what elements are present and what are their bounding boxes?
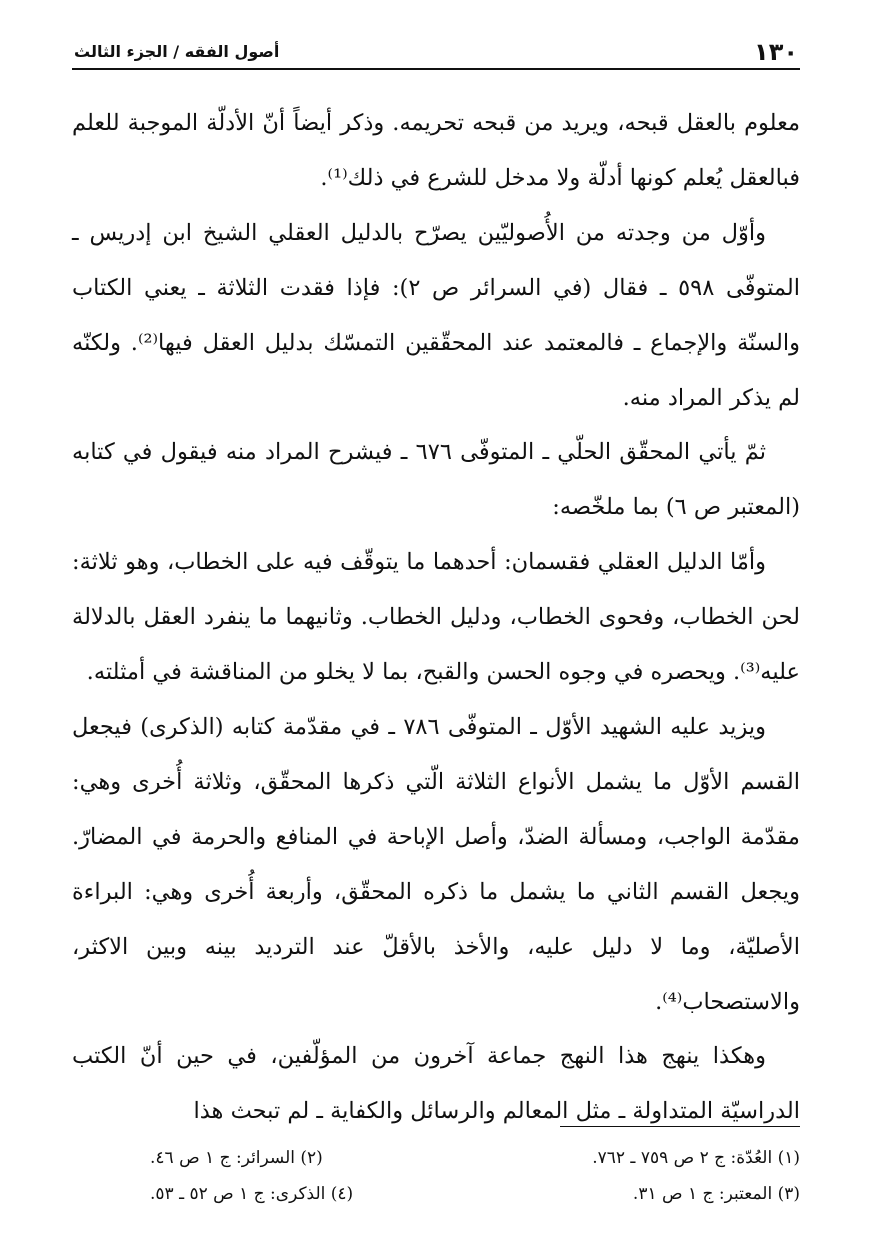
footnote: (١) العُدّة: ج ٢ ص ٧٥٩ ـ ٧٦٢. [592,1148,800,1168]
header-rule [72,68,800,70]
paragraph: معلوم بالعقل قبحه، ويريد من قبحه تحريمه. وذكر أيضاً أنّ الأدلّة الموجبة للعلم فبالعقل يُعلم كونها أدلّة ولا مدخل للشرع في ذلك⁽¹⁾. [72,110,800,191]
body-text [72,96,800,1139]
footnote: (٢) السرائر: ج ١ ص ٤٦. [150,1148,323,1168]
running-title: أصول الفقه / الجزء الثالث [74,42,280,61]
page-header [72,36,800,70]
paragraph: وأمّا الدليل العقلي فقسمان: أحدهما ما يتوقّف فيه على الخطاب، وهو ثلاثة: لحن الخطاب، وفحوى الخطاب، ودليل الخطاب. وثانيهما ما ينفرد العقل بالدلالة عليه⁽³⁾. ويحصره في وجوه الحسن والقبح، بما لا يخلو من المناقشة في أمثلته. [72,549,800,686]
footnote-row [150,1176,800,1212]
page-number: ١٣٠ [754,38,798,66]
footnote-row [150,1140,800,1176]
footnote: (٣) المعتبر: ج ١ ص ٣١. [632,1184,800,1204]
paragraph: ثمّ يأتي المحقّق الحلّي ـ المتوفّى ٦٧٦ ـ فيشرح المراد منه فيقول في كتابه (المعتبر ص ٦) بما ملخّصه: [72,439,800,521]
paragraph: وهكذا ينهج هذا النهج جماعة آخرون من المؤلّفين، في حين أنّ الكتب الدراسيّة المتداولة ـ مثل المعالم والرسائل والكفاية ـ لم تبحث هذا [72,1043,800,1125]
footnotes [150,1140,800,1212]
footnote: (٤) الذكرى: ج ١ ص ٥٢ ـ ٥٣. [150,1184,354,1204]
paragraph: وأوّل من وجدته من الأُصوليّين يصرّح بالدليل العقلي الشيخ ابن إدريس ـ المتوفّى ٥٩٨ ـ فقال (في السرائر ص ٢): فإذا فقدت الثلاثة ـ يعني الكتاب والسنّة والإجماع ـ فالمعتمد عند المحقّقين التمسّك بدليل العقل فيها⁽²⁾. ولكنّه لم يذكر المراد منه. [72,219,800,411]
footnote-separator [560,1126,800,1127]
paragraph: ويزيد عليه الشهيد الأوّل ـ المتوفّى ٧٨٦ ـ في مقدّمة كتابه (الذكرى) فيجعل القسم الأوّل ما يشمل الأنواع الثلاثة الّتي ذكرها المحقّق، وثلاثة أُخرى وهي: مقدّمة الواجب، ومسألة الضدّ، وأصل الإباحة في المنافع والحرمة في المضارّ. ويجعل القسم الثاني ما يشمل ما ذكره المحقّق، وأربعة أُخرى وهي: البراءة الأصليّة، وما لا دليل عليه، والأخذ بالأقلّ عند الترديد بينه وبين الاكثر، والاستصحاب⁽⁴⁾. [72,713,800,1015]
